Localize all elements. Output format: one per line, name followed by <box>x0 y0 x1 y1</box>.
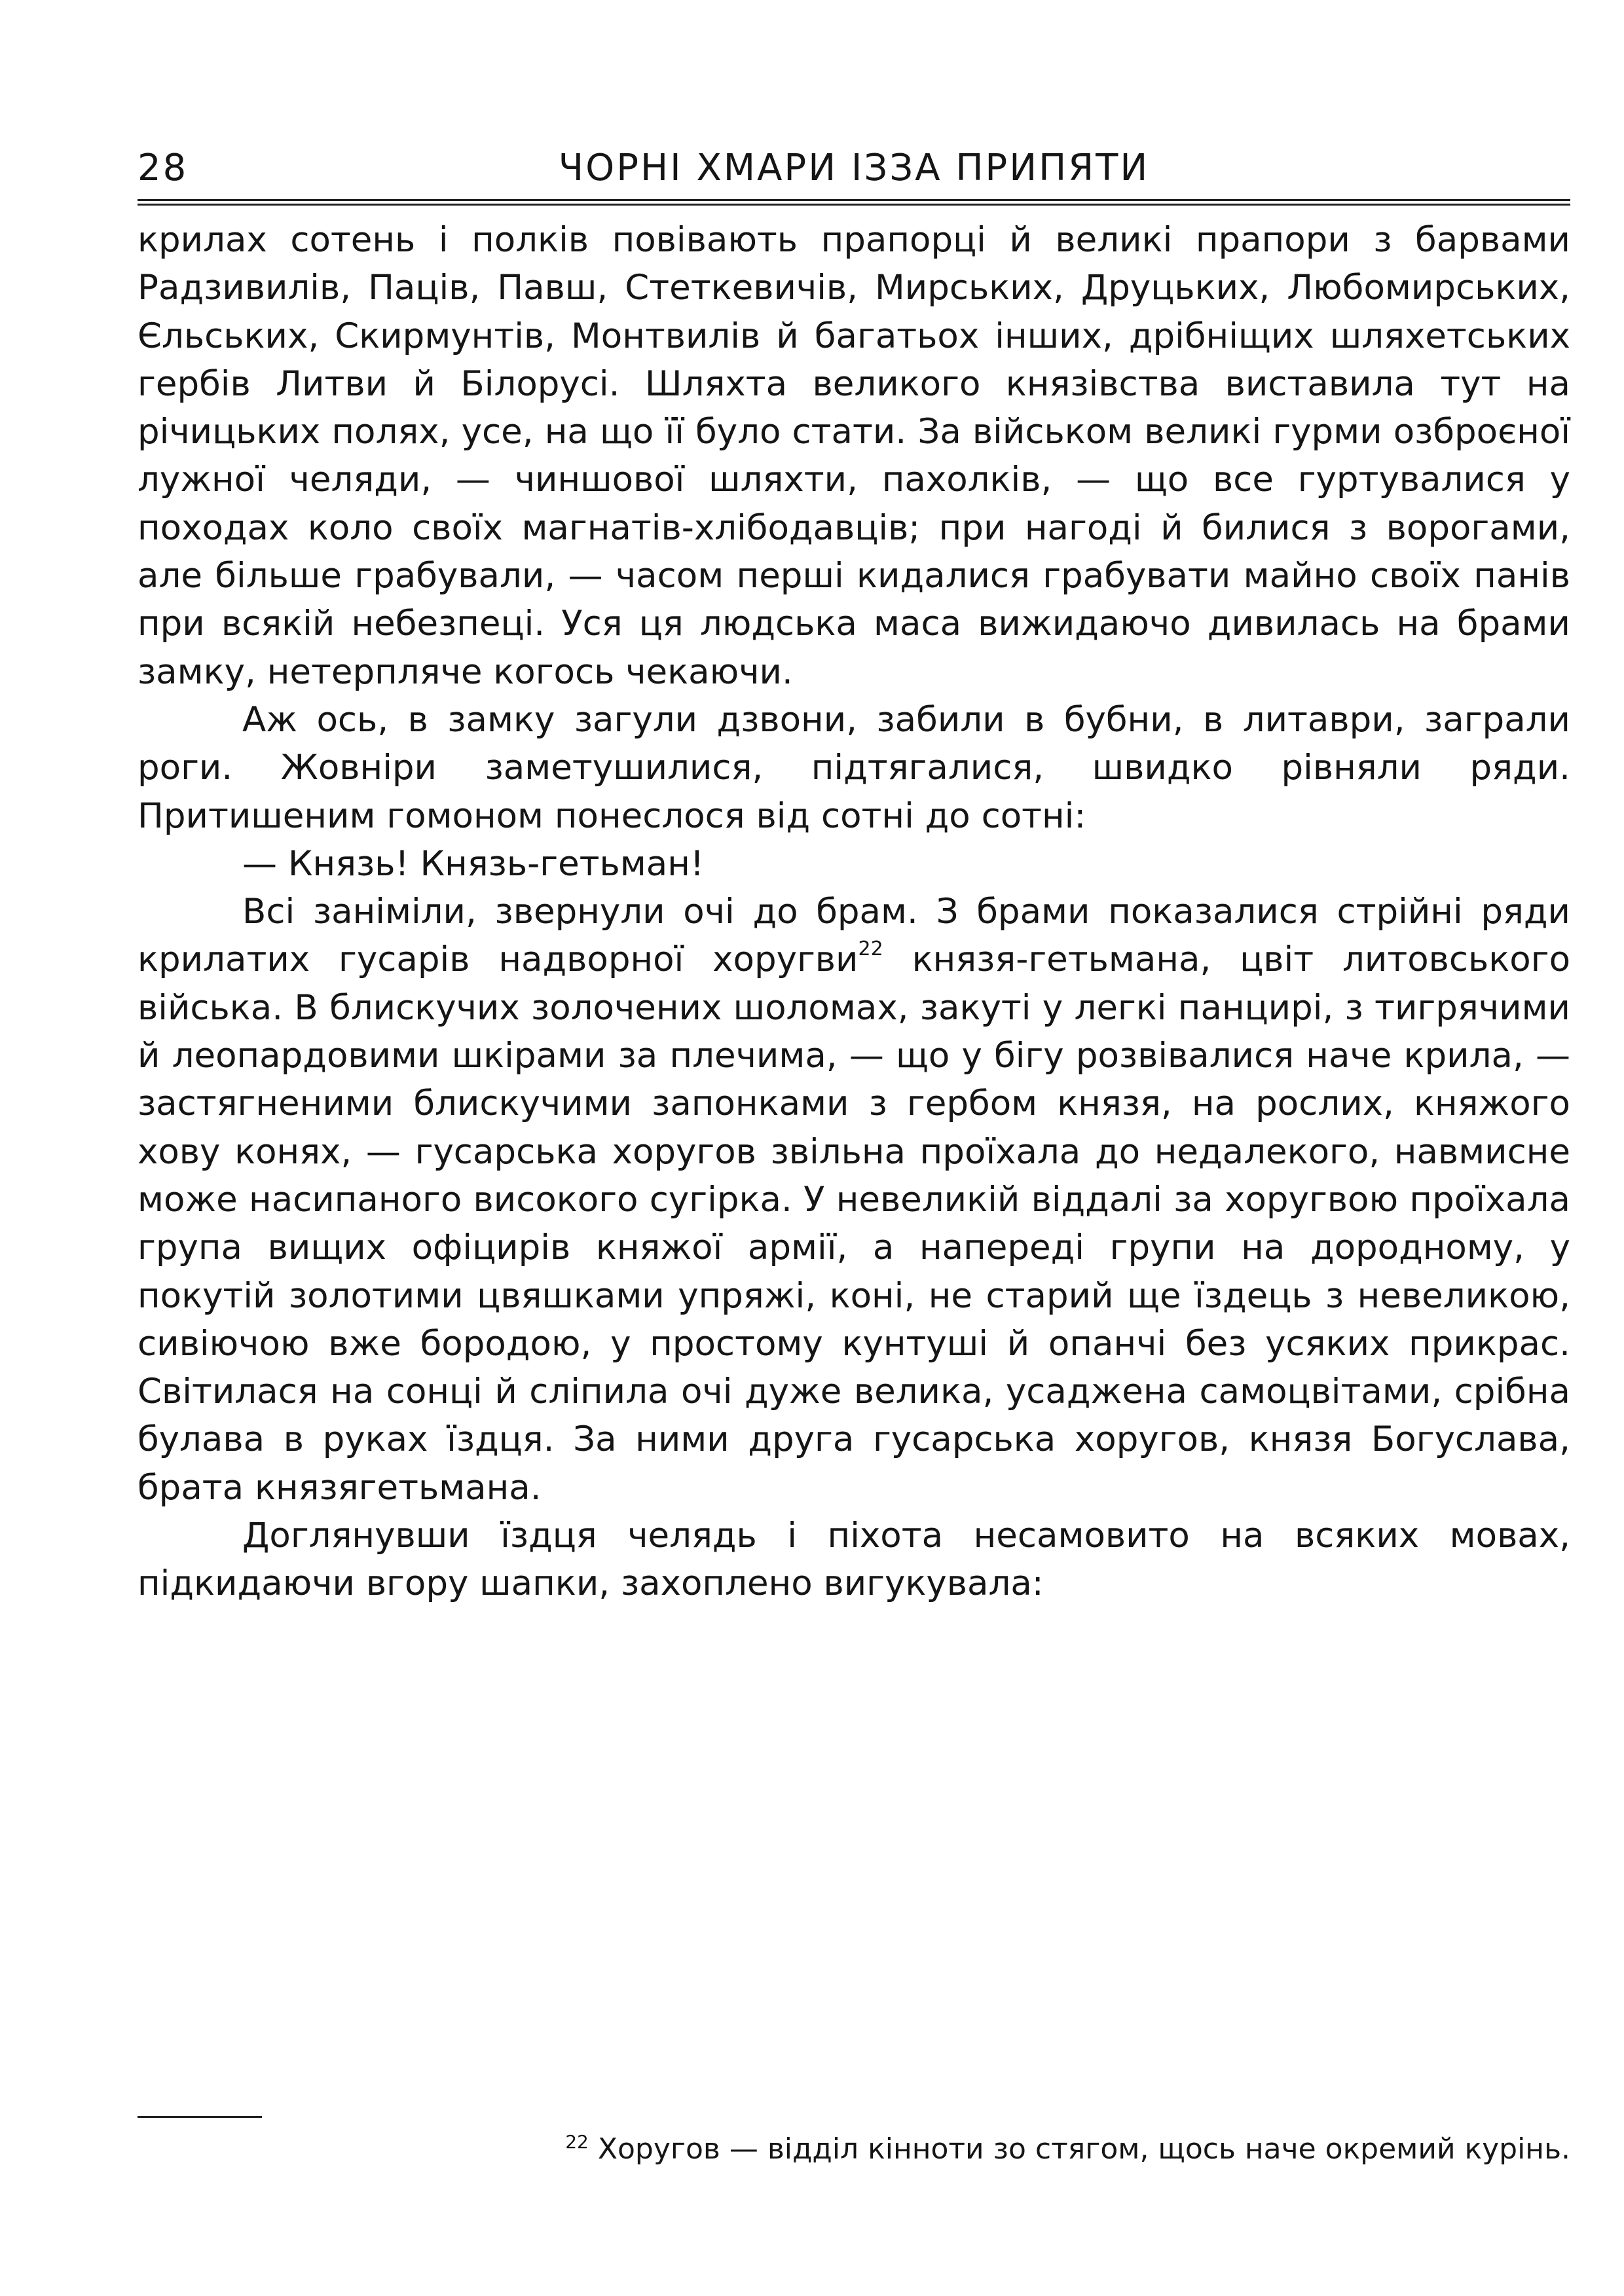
paragraph-2: Аж ось, в замку загули дзвони, забили в бубни, в литаври, заграли роги. Жовніри заметушилися, підтягалися, швидко рівняли ряди. Притишеним гомоном понеслося від сотні до сотні: <box>138 699 1570 836</box>
header-double-rule <box>138 199 1570 206</box>
footnote-reference: 22 <box>858 938 883 961</box>
footnote-rule <box>138 2116 262 2118</box>
running-title: ЧОРНІ ХМАРИ ІЗЗА ПРИПЯТИ <box>558 147 1150 189</box>
body-text <box>138 216 1570 1608</box>
paragraph-5: Доглянувши їздця челядь і піхота несамовито на всяких мовах, підкидаючи вгору шапки, захоплено вигукувала: <box>138 1516 1570 1604</box>
paragraph-4-part-a: Всі заніміли, звернули очі до брам. З брами показалися стрійні ряди крилатих гусарів надворної хоругви <box>138 892 1570 980</box>
footnote <box>138 2130 1570 2168</box>
footnote-marker: 22 <box>565 2131 589 2153</box>
paragraph-4 <box>138 888 1570 1512</box>
footnote-text: Хоругов — відділ кінноти зо стягом, щось наче окремий курінь. <box>588 2132 1570 2166</box>
running-head <box>138 145 1570 191</box>
paragraph-3-dialogue: — Князь! Князь-гетьман! <box>242 843 705 884</box>
page-number: 28 <box>138 147 189 189</box>
book-page <box>138 145 1570 2208</box>
paragraph-4-part-b: князя-гетьмана, цвіт литовського війська. В блискучих золочених шоломах, закуті у легкі панцирі, з тигрячими й леопардовими шкірами за плечима, — що у бігу розвівалися наче крила, — застягненими блискучими запонками з гербом князя, на рослих, княжого хову конях, — гусарська хоругов звільна проїхала до недалекого, навмисне може насипаного високого сугірка. У невеликій віддалі за хоругвою проїхала група вищих офіцирів княжої армії, а напереді групи на дородному, у покутій золотими цвяшками упряжі, коні, не старий ще їздець з невеликою, сивіючою вже бородою, у простому кунтуші й опанчі без усяких прикрас. Світилася на сонці й сліпила очі дуже велика, усаджена самоцвітами, срібна булава в руках їздця. За ними друга гусарська хоругов, князя Богуслава, брата князягетьмана. <box>138 939 1570 1508</box>
paragraph-1: крилах сотень і полків повівають прапорці й великі прапори з барвами Радзивилів, Паців, Павш, Стеткевичів, Мирських, Друцьких, Любомирських, Єльських, Скирмунтів, Монтвилів й багатьох інших, дрібніщих шляхетських гербів Литви й Білорусі. Шляхта великого князівства виставила тут на річицьких полях, усе, на що її було стати. За військом великі гурми озброєної лужної челяди, — чиншової шляхти, пахолків, — що все гуртувалися у походах коло своїх магнатів-хлібодавців; при нагоді й билися з ворогами, але більше грабували, — часом перші кидалися грабувати майно своїх панів при всякій небезпеці. Уся ця людська маса вижидаючо дивилась на брами замку, нетерпляче когось чекаючи. <box>138 220 1570 692</box>
